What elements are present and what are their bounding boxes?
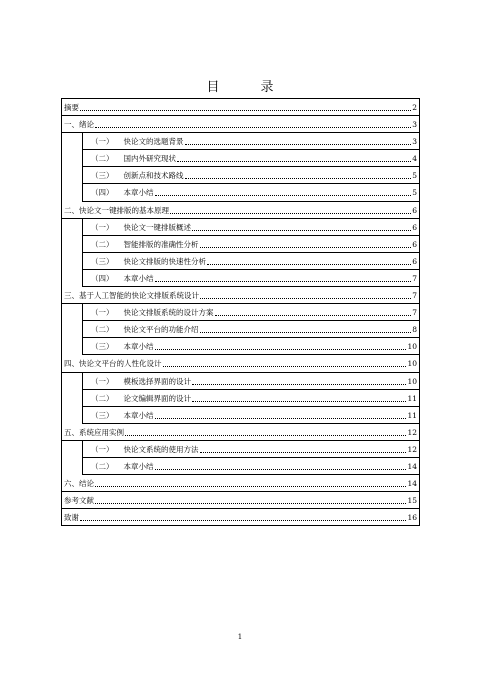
toc-entry-label bbox=[64, 291, 199, 301]
toc-entry-page: 11 bbox=[407, 410, 417, 420]
toc-entry-page: 14 bbox=[407, 461, 417, 471]
dot-leader bbox=[192, 378, 406, 385]
toc-entry-label bbox=[91, 154, 176, 164]
toc-entry-page: 14 bbox=[407, 479, 417, 489]
toc-entry-number: （三） bbox=[91, 342, 114, 352]
dot-leader bbox=[185, 138, 412, 145]
toc-entry[interactable] bbox=[62, 99, 419, 116]
toc-entry[interactable] bbox=[62, 287, 419, 304]
toc-entry-number: （四） bbox=[91, 188, 114, 198]
toc-entry-text: 快论文排版系统的设计方案 bbox=[123, 308, 214, 318]
toc-entry-page: 5 bbox=[412, 171, 417, 181]
toc-entry-page: 4 bbox=[412, 154, 417, 164]
dot-leader bbox=[80, 104, 411, 111]
toc-entry-text: 论文编辑界面的设计 bbox=[123, 393, 191, 403]
dot-leader bbox=[192, 395, 406, 402]
toc-entry-label bbox=[64, 120, 94, 130]
dot-leader bbox=[125, 429, 406, 436]
toc-entry[interactable] bbox=[62, 475, 419, 492]
dot-leader bbox=[163, 360, 407, 367]
toc-entry-label bbox=[64, 359, 162, 369]
toc-entry[interactable] bbox=[82, 150, 419, 167]
dot-leader bbox=[155, 412, 407, 419]
toc-entry-page: 6 bbox=[412, 222, 417, 232]
toc-entry[interactable] bbox=[82, 184, 419, 201]
dot-leader bbox=[200, 446, 407, 453]
toc-entry-text: 本章小结 bbox=[123, 273, 154, 283]
toc-entry-text: 一、绪论 bbox=[64, 120, 94, 130]
dot-leader bbox=[95, 121, 411, 128]
toc-entry-label bbox=[91, 394, 191, 404]
toc-entry-text: 国内外研究现状 bbox=[123, 154, 176, 164]
toc-entry-text: 三、基于人工智能的快论文排版系统设计 bbox=[64, 291, 199, 301]
toc-entry-page: 8 bbox=[412, 325, 417, 335]
toc-entry-label bbox=[91, 274, 154, 284]
page-number: 1 bbox=[237, 633, 243, 641]
toc-entry-page: 3 bbox=[412, 137, 417, 147]
toc-entry-number: （三） bbox=[91, 171, 114, 181]
toc-entry-text: 致谢 bbox=[64, 513, 79, 523]
toc-entry-label bbox=[91, 445, 199, 455]
toc-entry-text: 五、系统应用实例 bbox=[64, 427, 124, 437]
toc-entry[interactable] bbox=[82, 133, 419, 150]
toc-entry-text: 本章小结 bbox=[123, 342, 154, 352]
dot-leader bbox=[95, 497, 406, 504]
toc-entry[interactable] bbox=[82, 338, 419, 355]
toc-entry-text: 本章小结 bbox=[123, 188, 154, 198]
toc-entry[interactable] bbox=[82, 373, 419, 390]
toc-entry-text: 本章小结 bbox=[123, 410, 154, 420]
toc-entry[interactable] bbox=[62, 424, 419, 441]
toc-entry-label bbox=[64, 103, 79, 113]
toc-entry-text: 模板选择界面的设计 bbox=[123, 376, 191, 386]
toc-entry-text: 快论文一键排版概述 bbox=[123, 222, 191, 232]
dot-leader bbox=[155, 189, 412, 196]
toc-entry-page: 3 bbox=[412, 120, 417, 130]
toc-entry-label bbox=[91, 171, 184, 181]
toc-entry-text: 四、快论文平台的人性化设计 bbox=[64, 359, 162, 369]
toc-entry[interactable] bbox=[62, 116, 419, 133]
dot-leader bbox=[155, 343, 407, 350]
toc-entry-label bbox=[91, 188, 154, 198]
toc-entry-page: 7 bbox=[412, 308, 417, 318]
toc-entry-number: （二） bbox=[91, 393, 114, 403]
toc-entry-page: 15 bbox=[407, 496, 417, 506]
toc-entry-text: 摘要 bbox=[64, 103, 79, 112]
toc-entry-number: （四） bbox=[91, 273, 114, 283]
toc-entry-page: 16 bbox=[407, 513, 417, 523]
dot-leader bbox=[192, 224, 411, 231]
toc-entry-page: 10 bbox=[407, 359, 417, 369]
toc-entry-text: 快论文排版的快速性分析 bbox=[123, 256, 206, 266]
toc-entry[interactable] bbox=[82, 219, 419, 236]
toc-entry[interactable] bbox=[82, 458, 419, 475]
dot-leader bbox=[155, 275, 412, 282]
toc-entry[interactable] bbox=[62, 355, 419, 372]
toc-entry-label bbox=[91, 223, 191, 233]
toc-entry-number: （一） bbox=[91, 222, 114, 232]
toc-entry[interactable] bbox=[62, 202, 419, 219]
toc-entry[interactable] bbox=[82, 390, 419, 407]
toc-entry-label bbox=[91, 240, 199, 250]
toc-entry-number: （二） bbox=[91, 154, 114, 164]
toc-title: 目 录 bbox=[206, 80, 288, 95]
toc-entry-label bbox=[91, 257, 206, 267]
toc-entry-page: 6 bbox=[412, 239, 417, 249]
toc-entry-text: 创新点和技术路线 bbox=[123, 171, 184, 181]
toc-entry-text: 参考文献 bbox=[64, 496, 94, 506]
toc-entry-text: 本章小结 bbox=[123, 461, 154, 471]
dot-leader bbox=[207, 258, 411, 265]
toc-entry-label bbox=[91, 411, 154, 421]
dot-leader bbox=[215, 309, 412, 316]
toc-entry-page: 6 bbox=[412, 256, 417, 266]
dot-leader bbox=[200, 241, 412, 248]
dot-leader bbox=[80, 514, 406, 521]
toc-entry-label bbox=[91, 377, 191, 387]
toc-entry-number: （三） bbox=[91, 256, 114, 266]
toc-entry-page: 10 bbox=[407, 376, 417, 386]
toc-entry-text: 智能排版的准确性分析 bbox=[123, 239, 199, 249]
toc-entry-page: 10 bbox=[407, 342, 417, 352]
toc-entry-page: 12 bbox=[407, 427, 417, 437]
toc-entry[interactable] bbox=[82, 167, 419, 184]
toc-entry-number: （一） bbox=[91, 137, 114, 147]
toc-entry-label bbox=[91, 308, 214, 318]
dot-leader bbox=[155, 463, 407, 470]
toc-entry-label bbox=[64, 496, 94, 506]
toc-entry[interactable] bbox=[82, 270, 419, 287]
toc-entry-number: （三） bbox=[91, 410, 114, 420]
dot-leader bbox=[95, 480, 406, 487]
dot-leader bbox=[170, 207, 411, 214]
dot-leader bbox=[185, 172, 412, 179]
toc-entry-label bbox=[91, 462, 154, 472]
toc-entry-text: 快论文的选题背景 bbox=[123, 137, 184, 147]
toc-entry-page: 5 bbox=[412, 188, 417, 198]
table-of-contents bbox=[61, 98, 420, 526]
toc-entry-text: 六、结论 bbox=[64, 479, 94, 489]
toc-entry-number: （二） bbox=[91, 461, 114, 471]
toc-entry-number: （二） bbox=[91, 325, 114, 335]
toc-entry-label bbox=[64, 206, 169, 216]
toc-entry[interactable] bbox=[62, 509, 419, 526]
toc-entry-label bbox=[91, 342, 154, 352]
toc-entry-text: 快论文系统的使用方法 bbox=[123, 444, 199, 454]
toc-entry-text: 二、快论文一键排版的基本原理 bbox=[64, 205, 169, 215]
toc-entry[interactable] bbox=[82, 304, 419, 321]
toc-entry[interactable] bbox=[82, 441, 419, 458]
toc-entry-label bbox=[64, 479, 94, 489]
toc-entry-label bbox=[91, 325, 199, 335]
toc-entry-label bbox=[64, 513, 79, 523]
toc-entry-page: 12 bbox=[407, 444, 417, 454]
toc-entry-number: （一） bbox=[91, 376, 114, 386]
toc-entry-page: 6 bbox=[412, 205, 417, 215]
toc-entry-page: 11 bbox=[407, 393, 417, 403]
toc-entry[interactable] bbox=[82, 407, 419, 424]
toc-entry[interactable] bbox=[82, 321, 419, 338]
toc-entry-number: （一） bbox=[91, 444, 114, 454]
dot-leader bbox=[200, 326, 412, 333]
toc-entry[interactable] bbox=[62, 492, 419, 509]
dot-leader bbox=[177, 155, 411, 162]
toc-entry-label bbox=[91, 137, 184, 147]
dot-leader bbox=[200, 292, 411, 299]
toc-entry-page: 2 bbox=[412, 103, 417, 112]
toc-entry[interactable] bbox=[82, 253, 419, 270]
toc-entry-text: 快论文平台的功能介绍 bbox=[123, 325, 199, 335]
toc-entry-label bbox=[64, 428, 124, 438]
toc-entry-number: （二） bbox=[91, 239, 114, 249]
toc-entry[interactable] bbox=[82, 236, 419, 253]
toc-entry-page: 7 bbox=[412, 273, 417, 283]
toc-entry-number: （一） bbox=[91, 308, 114, 318]
toc-entry-page: 7 bbox=[412, 291, 417, 301]
